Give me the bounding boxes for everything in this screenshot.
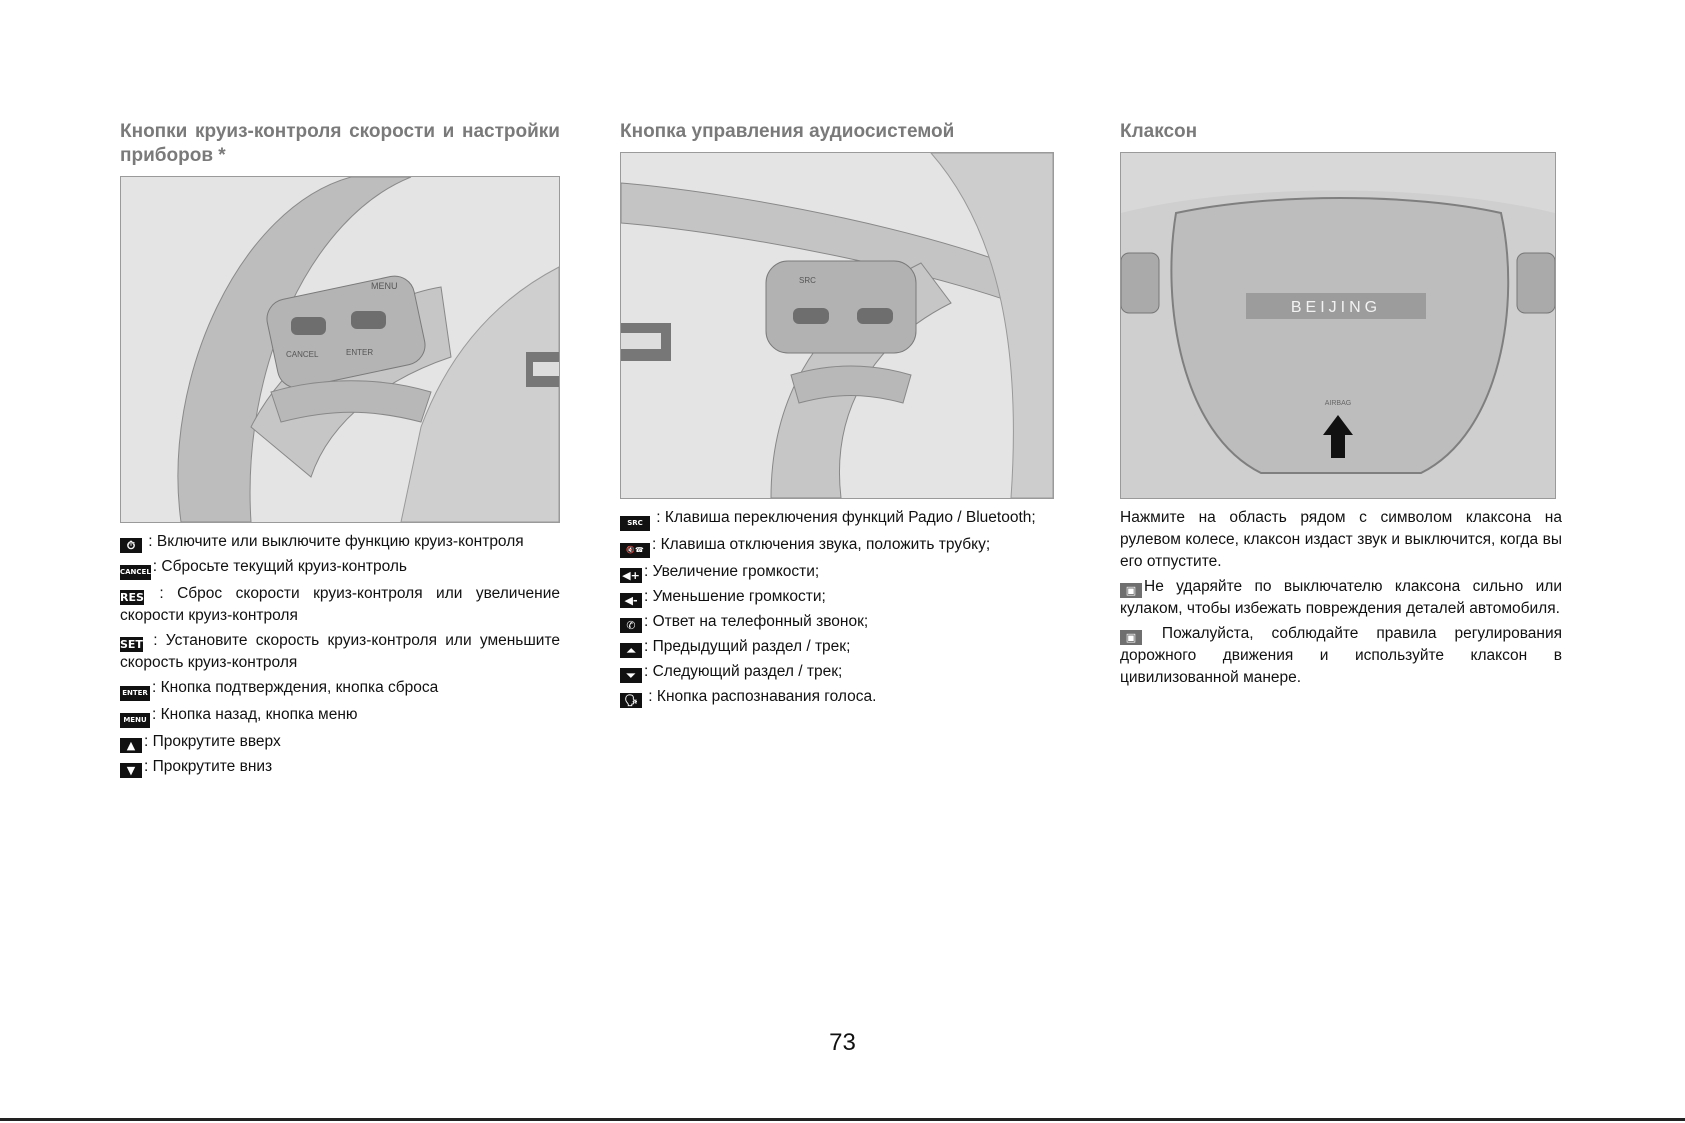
warning-icon: ▣: [1120, 630, 1142, 645]
list-item: ⏱ : Включите или выключите функцию круиз-контроля: [120, 531, 560, 553]
horn-section: [1120, 120, 1562, 689]
page-number: 73: [829, 1029, 856, 1056]
list-item: ENTER : Кнопка подтверждения, кнопка сброса: [120, 677, 560, 701]
bottom-rule: [0, 1118, 1685, 1121]
list-item: SET : Установите скорость круиз-контроля или уменьшите скорость круиз-контроля: [120, 632, 560, 671]
up-arrow-icon: ▲: [120, 738, 142, 753]
horn-paragraphs: [1120, 507, 1562, 689]
horn-warning: ▣ Не ударяйте по выключателю клаксона сильно или кулаком, чтобы избежать повреждения деталей автомобиля.: [1120, 578, 1562, 617]
horn-warning: ▣ Пожалуйста, соблюдайте правила регулирования дорожного движения и используйте клаксон в цивилизованной манере.: [1120, 625, 1562, 686]
audio-control-section: [620, 120, 1062, 708]
list-item: SRC : Клавиша переключения функций Радио / Bluetooth;: [620, 507, 1062, 531]
list-item: CANCEL : Сбросьте текущий круиз-контроль: [120, 556, 560, 580]
src-icon: SRC: [620, 516, 650, 531]
cruise-control-section: [120, 120, 560, 778]
steering-wheel-audio-figure: [620, 152, 1054, 499]
cruise-icon: ⏱: [120, 538, 142, 553]
voice-icon: 🗣: [620, 693, 642, 708]
enter-icon: ENTER: [120, 686, 150, 701]
warning-icon: ▣: [1120, 583, 1142, 598]
list-item: ✆ : Ответ на телефонный звонок;: [620, 611, 1062, 633]
figure-label-logo: BEIJING: [1290, 299, 1382, 316]
figure-label-cancel: CANCEL: [286, 350, 319, 359]
next-track-icon: ⏷: [620, 668, 642, 683]
list-item: RES : Сброс скорости круиз-контроля или увеличение скорости круиз-контроля: [120, 585, 560, 624]
phone-icon: ✆: [620, 618, 642, 633]
steering-wheel-cruise-figure: [120, 176, 560, 523]
volume-up-icon: ◀+: [620, 568, 642, 583]
list-item: ◀+ : Увеличение громкости;: [620, 561, 1062, 583]
mute-icon: 🔇☎: [620, 543, 650, 558]
figure-label-menu: MENU: [371, 281, 398, 291]
set-icon: SET: [120, 638, 143, 651]
list-item: 🗣 : Кнопка распознавания голоса.: [620, 686, 1062, 708]
volume-down-icon: ◀-: [620, 593, 642, 608]
figure-label-airbag: AIRBAG: [1324, 400, 1352, 407]
figure-label-src: SRC: [799, 276, 816, 285]
audio-item-list: [620, 507, 1062, 708]
section-heading: Кнопка управления аудиосистемой: [620, 121, 955, 142]
section-heading: Кнопки круиз-контроля скорости и настройки приборов *: [120, 121, 560, 166]
steering-wheel-horn-figure: [1120, 152, 1556, 499]
list-item: ▲ : Прокрутите вверх: [120, 731, 560, 753]
prev-track-icon: ⏶: [620, 643, 642, 658]
list-item: ⏶ : Предыдущий раздел / трек;: [620, 636, 1062, 658]
list-item: ⏷ : Следующий раздел / трек;: [620, 661, 1062, 683]
section-heading: Клаксон: [1120, 121, 1198, 142]
list-item: MENU : Кнопка назад, кнопка меню: [120, 704, 560, 728]
down-arrow-icon: ▼: [120, 763, 142, 778]
list-item: ▼ : Прокрутите вниз: [120, 756, 560, 778]
res-icon: RES: [120, 591, 144, 604]
cruise-item-list: [120, 531, 560, 778]
cancel-icon: CANCEL: [120, 565, 151, 580]
list-item: ◀- : Уменьшение громкости;: [620, 586, 1062, 608]
list-item: 🔇☎ : Клавиша отключения звука, положить трубку;: [620, 534, 1062, 558]
figure-label-enter: ENTER: [346, 348, 374, 357]
menu-icon: MENU: [120, 713, 150, 728]
horn-instruction: Нажмите на область рядом с символом клаксона на рулевом колесе, клаксон издаст звук и выключится, когда вы его отпустите.: [1120, 509, 1562, 570]
